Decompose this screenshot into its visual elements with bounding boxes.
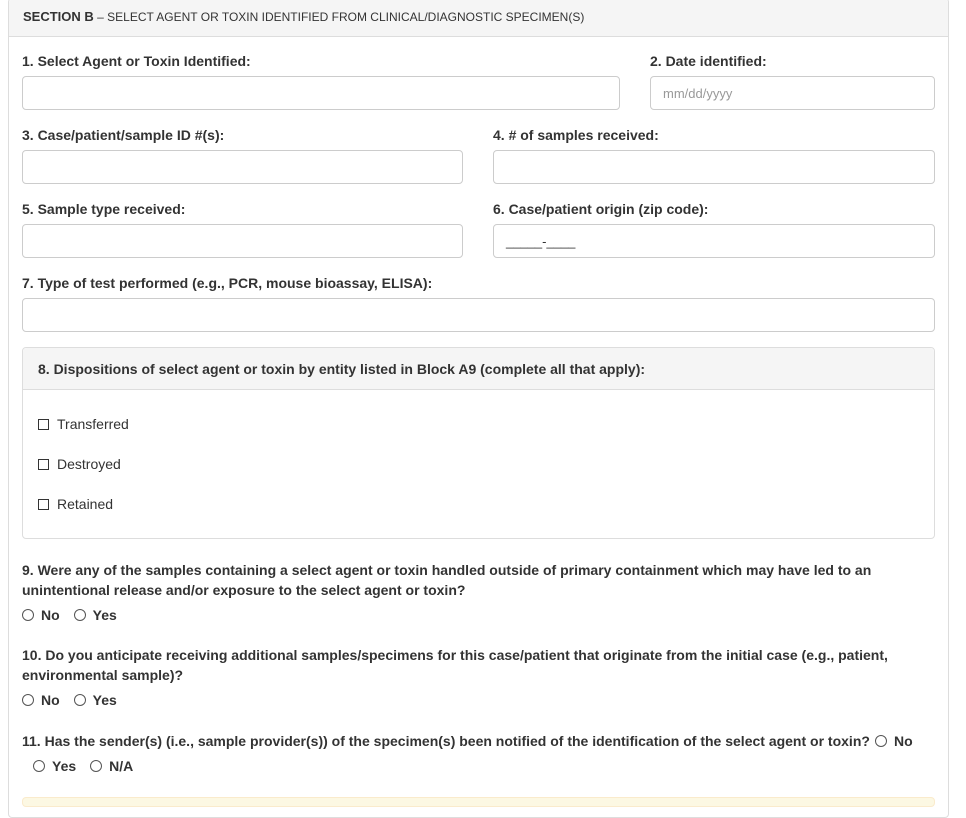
transferred-checkbox[interactable] <box>38 419 49 430</box>
q9-yes-radio[interactable] <box>74 609 86 621</box>
transferred-label: Transferred <box>57 416 129 432</box>
disposition-destroyed[interactable] <box>38 456 121 472</box>
q9-no-label: No <box>41 607 60 623</box>
disposition-retained[interactable] <box>38 496 113 512</box>
q11-yes-label: Yes <box>52 758 77 774</box>
section-title-label: SECTION B <box>23 9 94 24</box>
date-identified-input[interactable] <box>650 76 935 110</box>
notice-box <box>22 797 935 807</box>
sample-type-input[interactable] <box>22 224 463 258</box>
q9-radio-group <box>22 607 131 623</box>
q11-no-radio[interactable] <box>875 735 887 747</box>
case-id-input[interactable] <box>22 150 463 184</box>
q1-label: 1. Select Agent or Toxin Identified: <box>22 53 251 69</box>
disposition-transferred[interactable] <box>38 416 129 432</box>
retained-checkbox[interactable] <box>38 499 49 510</box>
q11-radio-no-group <box>875 733 913 749</box>
zip-code-input[interactable] <box>493 224 935 258</box>
section-subtitle: – SELECT AGENT OR TOXIN IDENTIFIED FROM CLINICAL/DIAGNOSTIC SPECIMEN(S) <box>93 10 585 24</box>
retained-label: Retained <box>57 496 114 512</box>
q11-na-radio[interactable] <box>90 760 102 772</box>
q5-label: 5. Sample type received: <box>22 201 186 217</box>
destroyed-checkbox[interactable] <box>38 459 49 470</box>
q10-yes-label: Yes <box>92 692 117 708</box>
q10-no-radio[interactable] <box>22 694 34 706</box>
q9-yes-label: Yes <box>92 607 117 623</box>
q6-label: 6. Case/patient origin (zip code): <box>493 201 709 217</box>
q10-no-label: No <box>41 692 60 708</box>
zip-code-mask: _____-____ <box>506 234 576 249</box>
destroyed-label: Destroyed <box>57 456 121 472</box>
q11-na-label: N/A <box>109 758 134 774</box>
q7-label: 7. Type of test performed (e.g., PCR, mouse bioassay, ELISA): <box>22 275 433 291</box>
dispositions-panel <box>22 347 935 539</box>
q9-no-radio[interactable] <box>22 609 34 621</box>
dispositions-title: 8. Dispositions of select agent or toxin by entity listed in Block A9 (complete all that apply): <box>38 361 646 377</box>
q10-yes-radio[interactable] <box>74 694 86 706</box>
q10-radio-group <box>22 692 131 708</box>
test-type-input[interactable] <box>22 298 935 332</box>
q2-label: 2. Date identified: <box>650 53 767 69</box>
q10-text: 10. Do you anticipate receiving additional samples/specimens for this case/patient that originate from the initial case (e.g., patient, environmental sample)? <box>22 647 888 683</box>
q3-label: 3. Case/patient/sample ID #(s): <box>22 127 225 143</box>
q11-yes-radio[interactable] <box>33 760 45 772</box>
dispositions-heading <box>23 348 934 390</box>
q9-text: 9. Were any of the samples containing a select agent or toxin handled outside of primary containment which may have led to an unintentional release and/or exposure to the select agent or toxin? <box>22 562 872 598</box>
q11-no-label: No <box>894 733 913 749</box>
agent-toxin-input[interactable] <box>22 76 620 110</box>
q11-radio-group <box>33 758 147 774</box>
section-title <box>23 9 584 24</box>
section-heading <box>9 0 948 37</box>
samples-received-input[interactable] <box>493 150 935 184</box>
q4-label: 4. # of samples received: <box>493 127 659 143</box>
q11-text: 11. Has the sender(s) (i.e., sample provider(s)) of the specimen(s) been notified of the identification of the select agent or toxin? <box>22 733 870 749</box>
